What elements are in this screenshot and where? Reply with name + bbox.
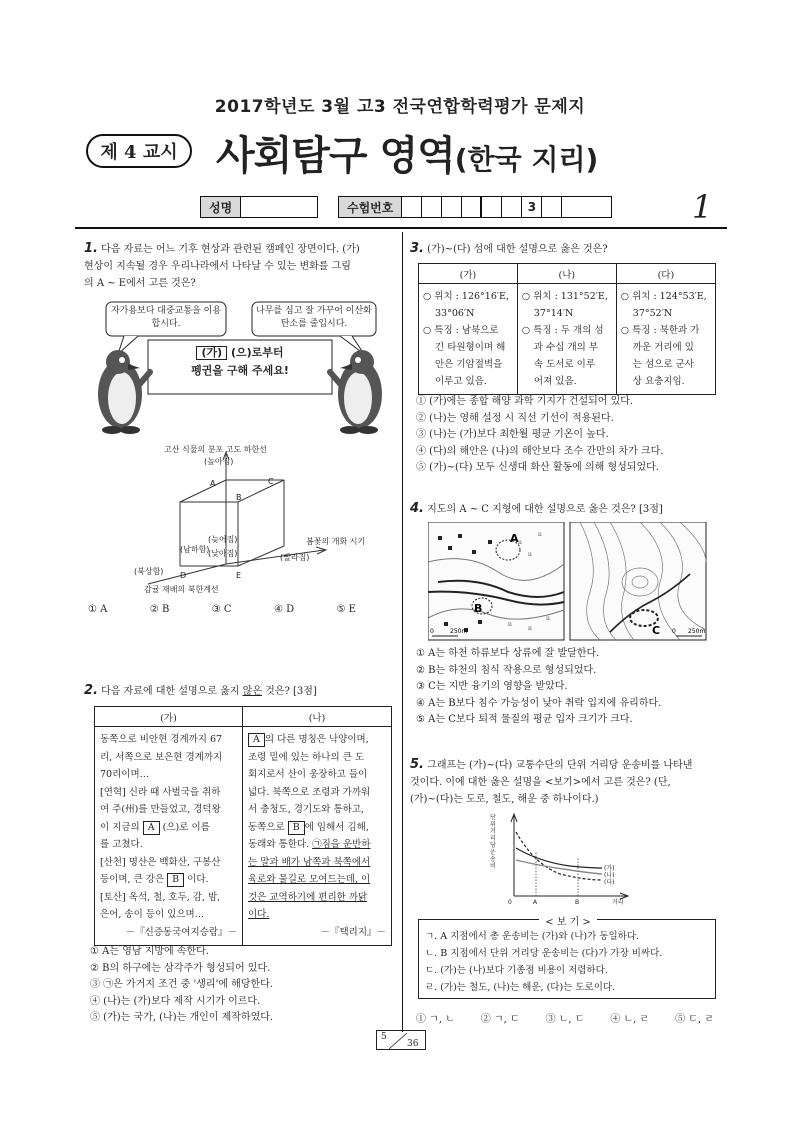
question-number: 4. (410, 501, 424, 516)
text-line: 이다. (187, 874, 209, 885)
question-number: 1. (84, 241, 98, 256)
map-left (428, 522, 564, 640)
text-line: 70리이며… (100, 769, 150, 780)
choice[interactable]: ③ C는 지반 융기의 영향을 받았다. (416, 681, 568, 692)
text-line: ○ 특징 : 남북으로 (423, 325, 499, 336)
exam-number-label: 수험번호 (339, 197, 402, 217)
cube-edge (238, 546, 284, 566)
choice[interactable]: ④ A는 B보다 침수 가능성이 낮아 취락 입지에 유리하다. (416, 697, 662, 709)
penguin-icon (330, 350, 382, 434)
exam-number-cell[interactable] (462, 197, 482, 217)
subject-title (216, 124, 598, 181)
column-header: (나) (517, 264, 616, 284)
mid-label: (남하함) (180, 545, 210, 554)
text-line: ○ 위치 : 124°53′E, (620, 291, 707, 302)
text-line: 이 지금의 (100, 821, 143, 833)
text-line: 37°14′N (533, 308, 574, 319)
text-line: 이루고 있음. (435, 376, 487, 387)
subject-main: 사회탐구 영역 (216, 133, 455, 179)
question-number: 2. (84, 683, 98, 698)
source-citation: －『신증동국여지승람』－ (125, 926, 237, 938)
scale-zero: 0 (430, 628, 434, 635)
choice[interactable]: ③ ㄴ, ㄷ (545, 1014, 585, 1025)
choice[interactable]: ② B의 하구에는 삼각주가 형성되어 있다. (90, 962, 271, 974)
scale-label: 250m (688, 628, 706, 635)
legend-da: (다) (604, 879, 615, 886)
svg-text:ıı: ıı (528, 625, 532, 632)
map-label-c: C (652, 624, 661, 637)
blank-box: B (167, 873, 184, 887)
z-axis-label: 고산 식물의 분포 고도 하한선 (164, 445, 267, 454)
question-stem: 다음 자료에 대한 설명으로 옳지 (101, 686, 243, 697)
legend-ga: (가) (604, 865, 615, 872)
campaign-illustration (84, 294, 396, 594)
column-header: (다) (616, 264, 715, 284)
map-label-a: A (510, 532, 519, 545)
bogi-item: ㄴ. B 지점에서 단위 거리당 운송비는 (다)가 가장 비싸다. (425, 948, 663, 959)
question-stem: (가)~(다)는 도로, 철도, 해운 중 하나이다.) (410, 794, 599, 805)
text-line: [산천] 명산은 백화산, 구봉산 (100, 856, 221, 868)
text-line: 서 충청도, 경기도와 통하고, (248, 804, 365, 815)
choice[interactable]: ② (나)는 영해 설정 시 직선 기선이 적용된다. (416, 412, 614, 424)
text-line: 동쪽으로 비안현 경계까지 67 (100, 734, 223, 745)
page-footer (376, 1030, 426, 1050)
y-axis-label: 단위 거리당 운송비 (490, 814, 496, 870)
text-line: 조령 밑에 있는 하나의 큰 도 (248, 751, 365, 763)
text-line: ○ 특징 : 두 개의 섬 (521, 325, 604, 336)
text-line: (으)로 이름 (162, 821, 210, 833)
name-label: 성명 (201, 197, 241, 217)
blank-box: A (248, 733, 265, 747)
choice[interactable]: ⑤ (가)~(다) 모두 신생대 화산 활동에 의해 형성되었다. (416, 462, 659, 473)
exam-number-cell[interactable] (422, 197, 442, 217)
text-line: 를 고쳤다. (100, 839, 143, 850)
y-axis-label: 감귤 재배의 북한계선 (144, 585, 219, 594)
text-line: 속 도서로 이루 (533, 359, 595, 370)
text-line: 동래와 통한다. (248, 839, 313, 850)
transport-cost-graph (500, 812, 640, 908)
banner-text (148, 344, 332, 380)
choice[interactable]: ③ (나)는 (가)보다 최한월 평균 기온이 높다. (416, 429, 609, 440)
banner-line: 펭귄을 구해 주세요! (191, 364, 289, 377)
source-ga (95, 727, 243, 946)
point-label-c: C (268, 477, 274, 486)
blank-box: (가) (196, 346, 227, 360)
choice[interactable]: ④ (다)의 해안은 (나)의 해안보다 조수 간만의 차가 크다. (416, 445, 664, 457)
underlined-text: 는 말과 배가 남쪽과 북쪽에서 (248, 856, 371, 868)
q5-choices (416, 1010, 714, 1025)
text-line: 어져 있음. (533, 376, 577, 387)
text-line: 의 다른 명칭은 낙양이며, (264, 734, 369, 745)
choice[interactable]: ① A (88, 604, 108, 615)
z-axis-direction: (높아짐) (204, 457, 234, 466)
mid-label: (낮아짐) (208, 549, 238, 558)
header-rule (75, 227, 727, 229)
origin-label: 0 (508, 899, 512, 906)
x-axis-direction: (빨라짐) (280, 553, 310, 562)
text-line: 는 섬으로 군사 (632, 359, 694, 370)
question-5 (410, 756, 726, 808)
text-line: 33°06′N (435, 308, 475, 319)
period-badge: 제 4 교시 (86, 134, 192, 168)
question-number: 5. (410, 757, 424, 772)
bogi-box (418, 919, 716, 999)
choice[interactable]: ⑤ (가)는 국가, (나)는 개인이 제작하였다. (90, 1012, 274, 1023)
question-2 (84, 682, 396, 700)
question-stem: 그래프는 (가)~(다) 교통수단의 단위 거리당 운송비를 나타낸 (427, 760, 693, 771)
choice[interactable]: ⑤ ㄷ, ㄹ (675, 1014, 714, 1025)
blank-box: A (143, 821, 160, 835)
text-line: 에 임해서 김해, (304, 821, 369, 833)
x-tick-a: A (533, 899, 538, 906)
exam-number-cell[interactable] (502, 197, 522, 217)
svg-text:ıı: ıı (528, 551, 532, 558)
column-header: (가) (95, 707, 243, 727)
text-line: [토산] 옥석, 철, 호두, 감, 밤, (100, 891, 221, 903)
exam-number-cell[interactable] (562, 197, 582, 217)
climate-3d-diagram (148, 452, 326, 584)
exam-number-field[interactable] (338, 196, 612, 218)
text-line: 과 수십 개의 부 (533, 342, 599, 353)
choice[interactable]: ④ D (273, 604, 295, 615)
page-current: 5 (381, 1032, 387, 1042)
island-cell (419, 284, 518, 395)
q2-choices (90, 944, 400, 1027)
text-line: 까운 거리에 있 (632, 342, 694, 353)
y-axis-direction: (북상함) (134, 567, 164, 576)
choice[interactable]: ③ ㉠은 가거지 조건 중 '생리'에 해당한다. (90, 979, 273, 990)
choice[interactable]: ① ㄱ, ㄴ (416, 1014, 455, 1025)
q3-choices (416, 394, 728, 477)
island-cell (517, 284, 616, 395)
page-total: 36 (407, 1039, 419, 1049)
question-number: 3. (410, 241, 424, 256)
text-line: ○ 위치 : 131°52′E, (521, 291, 608, 302)
question-stem: 것이다. 이에 대한 옳은 설명을 <보기>에서 고른 것은? (단, (410, 777, 671, 788)
choice[interactable]: ② B는 하천의 침식 작용으로 형성되었다. (416, 664, 597, 676)
question-1 (84, 240, 396, 292)
exam-number-cell[interactable] (542, 197, 562, 217)
bogi-title: < 보 기 > (539, 917, 597, 928)
x-tick-b: B (575, 899, 580, 906)
text-line: 회지로서 산이 웅장하고 들이 (248, 769, 368, 780)
exam-number-cell: 3 (522, 197, 542, 217)
question-stem: (가)~(다) 섬에 대한 설명으로 옳은 것은? (427, 244, 608, 255)
choice[interactable]: ① A는 영남 지방에 속한다. (90, 946, 210, 957)
text-line: [연혁] 신라 때 사벌국을 취하 (100, 786, 221, 798)
svg-text:ıı: ıı (518, 539, 522, 546)
choice[interactable]: ④ ㄴ, ㄹ (610, 1014, 650, 1025)
question-stem: 의 A ~ E에서 고른 것은? (84, 278, 196, 289)
bogi-item: ㄷ. (가)는 (나)보다 기종점 비용이 저렴하다. (425, 965, 608, 976)
q4-choices (416, 646, 728, 729)
scale-zero: 0 (672, 628, 676, 635)
underlined-text: 것은 교역하기에 편리한 까닭 (248, 891, 368, 903)
x-axis-label: 거리 (612, 899, 624, 906)
bubble-text: 자가용보다 대중교통을 이용합시다. (110, 306, 222, 329)
underlined-text: ㉠짐을 운반하 (312, 839, 371, 850)
text-line: 안은 기암절벽을 (435, 359, 503, 370)
choice[interactable]: ② ㄱ, ㄷ (480, 1014, 520, 1025)
column-header: (나) (243, 707, 392, 727)
svg-text:ıı: ıı (508, 621, 512, 628)
text-line: 동쪽으로 (248, 821, 288, 833)
choice[interactable]: ① (가)에는 종합 해양 과학 기지가 건설되어 있다. (416, 396, 634, 407)
question-stem: 것은? [3점] (261, 686, 317, 697)
text-line: 넓다. 북쪽으로 조령과 가까워 (248, 786, 371, 798)
topographic-maps (428, 522, 708, 642)
column-divider (402, 232, 403, 1032)
underlined-text: 육로와 물길로 모여드는데, 이 (248, 874, 371, 885)
point-label-b: B (236, 493, 242, 502)
q2-source-table (94, 706, 392, 946)
name-field[interactable] (200, 196, 318, 218)
exam-title: 2017학년도 3월 고3 전국연합학력평가 문제지 (214, 97, 586, 117)
choice[interactable]: ⑤ E (336, 604, 356, 615)
text-line: 37°52′N (632, 308, 673, 319)
question-stem: 현상이 지속될 경우 우리나라에서 나타날 수 있는 변화를 그림 (84, 261, 351, 272)
choice[interactable]: ③ C (211, 604, 232, 615)
island-cell (616, 284, 715, 395)
text-line: ○ 위치 : 126°16′E, (423, 291, 509, 302)
q3-island-table (418, 263, 716, 395)
column-header: (가) (419, 264, 518, 284)
page-number-large: 1 (692, 188, 713, 226)
underlined-text: 이다. (248, 909, 270, 920)
question-stem: 다음 자료는 어느 기후 현상과 관련된 캠페인 장면이다. (가) (101, 244, 360, 255)
question-3 (410, 240, 726, 258)
text-line: ○ 특징 : 북한과 가 (620, 325, 700, 336)
text-line: 등이며, 큰 강은 (100, 874, 168, 885)
x-axis-label: 봄꽃의 개화 시기 (306, 537, 366, 546)
mid-label: (늦어짐) (208, 535, 238, 544)
banner-line: (으)로부터 (230, 346, 284, 359)
choice[interactable]: ① A는 하천 하류보다 상류에 잘 발달한다. (416, 648, 600, 659)
point-label-d: D (180, 571, 187, 580)
point-label-a: A (210, 479, 216, 488)
choice[interactable]: ④ (나)는 (가)보다 제작 시기가 이르다. (90, 995, 261, 1007)
text-line: 상 요충지임. (632, 376, 685, 387)
choice[interactable]: ⑤ A는 C보다 퇴적 물질의 평균 입자 크기가 크다. (416, 714, 633, 725)
point-label-e: E (236, 571, 242, 580)
bogi-item: ㄱ. A 지점에서 총 운송비는 (가)와 (나)가 동일하다. (425, 931, 640, 942)
bubble-text: 나무를 심고 잘 가꾸어 이산화탄소를 줄입시다. (256, 306, 372, 329)
blank-box: B (288, 821, 305, 835)
text-line: 은어, 송이 등이 있으며… (100, 909, 205, 920)
text-line: 긴 타원형이며 해 (435, 342, 506, 353)
exam-number-cell[interactable] (402, 197, 422, 217)
map-right (570, 522, 706, 640)
text-line: 리, 서쪽으로 보은현 경계까지 (100, 751, 223, 763)
subject-sub: (한국 지리) (454, 143, 599, 176)
choice[interactable]: ② B (149, 604, 170, 615)
svg-text:ıı: ıı (538, 531, 542, 538)
source-citation: －『택리지』－ (320, 926, 386, 938)
penguin-icon (98, 350, 150, 434)
exam-number-cell[interactable] (442, 197, 462, 217)
source-na (243, 727, 392, 946)
bogi-item: ㄹ. (가)는 철도, (나)는 해운, (다)는 도로이다. (425, 982, 616, 993)
svg-text:ıı: ıı (546, 615, 550, 622)
legend-na: (나) (604, 872, 615, 879)
question-4 (410, 500, 726, 518)
map-label-b: B (474, 602, 483, 615)
exam-number-cell[interactable] (482, 197, 502, 217)
scale-label: 250m (450, 628, 468, 635)
q1-choices (88, 604, 356, 615)
text-line: 여 주(州)를 만들었고, 경덕왕 (100, 804, 221, 815)
question-stem-emphasis: 않은 (242, 686, 262, 697)
question-stem: 지도의 A ~ C 지형에 대한 설명으로 옳은 것은? [3점] (427, 504, 663, 515)
